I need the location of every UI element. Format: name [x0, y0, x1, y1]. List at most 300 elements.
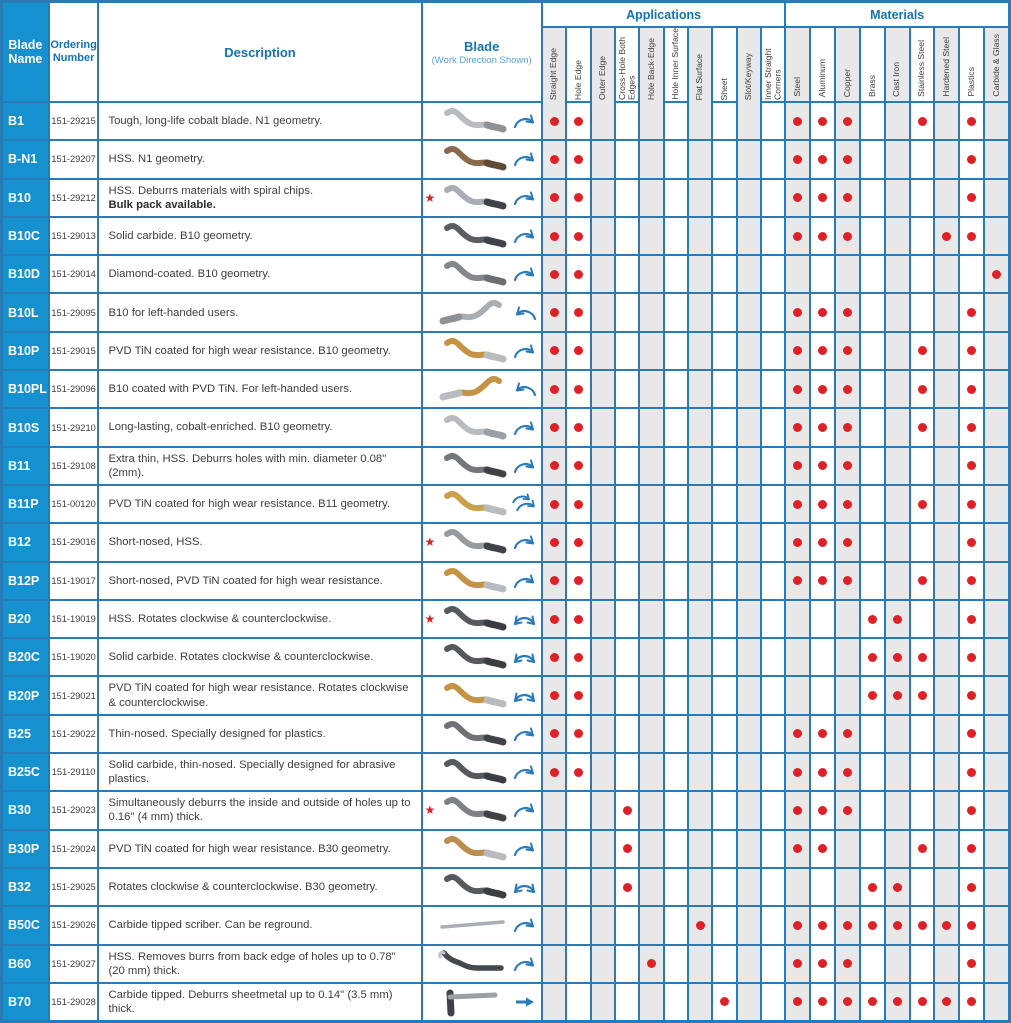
material-cell-hardened-steel: [935, 907, 960, 943]
materials-dots: [786, 677, 1008, 713]
material-cell-copper: [836, 333, 861, 369]
application-cell-straight-edge: [543, 448, 567, 484]
application-cell-hole-edge: [567, 716, 591, 752]
applicable-dot: [818, 576, 827, 585]
applicable-dot: [550, 729, 559, 738]
application-cell-straight-edge: [543, 486, 567, 522]
blade-photo: [437, 412, 509, 444]
material-cell-aluminum: [811, 448, 836, 484]
application-cell-hole-inner-surface: [665, 409, 689, 445]
material-cell-aluminum: [811, 869, 836, 905]
application-cell-slot-keyway: [738, 448, 762, 484]
application-cell-hole-edge: [567, 754, 591, 790]
applicable-dot: [793, 921, 802, 930]
material-cell-hardened-steel: [935, 716, 960, 752]
applicable-dot: [550, 193, 559, 202]
work-direction-arrow-icon: [512, 724, 538, 744]
description-cell: [99, 180, 422, 216]
application-cell-straight-edge: [543, 907, 567, 943]
applications-dots: [543, 946, 786, 982]
applicable-dot: [967, 921, 976, 930]
work-direction-arrow-icon: [512, 379, 538, 399]
application-cell-inner-straight-corners: [762, 792, 786, 828]
table-row-b10s: [3, 407, 1008, 445]
application-cell-flat-surface: [689, 984, 713, 1020]
material-cell-brass: [861, 831, 886, 867]
applicable-dot: [967, 883, 976, 892]
table-row-b11: [3, 446, 1008, 484]
material-cell-copper: [836, 256, 861, 292]
application-column-label-flat-surface: [689, 28, 713, 104]
table-row-b11p: [3, 484, 1008, 522]
ordering-number-cell: 151-19017: [50, 563, 100, 599]
application-cell-sheet: [713, 256, 737, 292]
application-cell-hole-edge: [567, 448, 591, 484]
material-cell-cast-iron: [886, 256, 911, 292]
applicable-dot: [967, 576, 976, 585]
applicable-dot: [793, 461, 802, 470]
applications-dots: [543, 333, 786, 369]
application-cell-hole-back-edge: [640, 103, 664, 139]
applicable-dot: [818, 193, 827, 202]
application-cell-flat-surface: [689, 333, 713, 369]
application-cell-straight-edge: [543, 677, 567, 713]
material-cell-copper: [836, 180, 861, 216]
description-cell: [99, 524, 422, 560]
application-cell-hole-inner-surface: [665, 563, 689, 599]
description-cell: [99, 907, 422, 943]
application-cell-straight-edge: [543, 563, 567, 599]
vertical-label-text: Cross-Hole Both Edges: [616, 36, 637, 100]
blade-photo: [437, 373, 509, 405]
blade-name-cell: B10PL: [3, 371, 50, 407]
material-cell-copper: [836, 486, 861, 522]
application-cell-cross-hole-both-edges: [616, 639, 640, 675]
material-column-label-steel: [786, 28, 811, 101]
application-cell-hole-edge: [567, 256, 591, 292]
applications-title: Applications: [543, 3, 785, 28]
application-cell-hole-back-edge: [640, 256, 664, 292]
material-cell-brass: [861, 639, 886, 675]
applications-dots: [543, 103, 786, 139]
application-cell-sheet: [713, 141, 737, 177]
material-cell-stainless-steel: [911, 180, 936, 216]
application-cell-inner-straight-corners: [762, 754, 786, 790]
applicable-dot: [843, 232, 852, 241]
application-cell-sheet: [713, 907, 737, 943]
applicable-dot: [918, 691, 927, 700]
applicable-dot: [868, 921, 877, 930]
description-cell: [99, 639, 422, 675]
application-column-label-inner-straight-corners: [762, 28, 784, 104]
material-cell-brass: [861, 984, 886, 1020]
blade-name-cell: B10L: [3, 294, 50, 330]
table-header: [3, 3, 1008, 103]
material-cell-carbide-glass: [985, 907, 1008, 943]
applications-dots: [543, 218, 786, 254]
applicable-dot: [967, 308, 976, 317]
applicable-dot: [893, 997, 902, 1006]
application-cell-inner-straight-corners: [762, 524, 786, 560]
blade-image-cell: [423, 563, 543, 599]
application-cell-outer-edge: [592, 409, 616, 445]
applicable-dot: [942, 921, 951, 930]
application-cell-inner-straight-corners: [762, 831, 786, 867]
ordering-number-cell: 151-29022: [50, 716, 100, 752]
material-cell-plastics: [960, 831, 985, 867]
application-cell-hole-inner-surface: [665, 869, 689, 905]
application-cell-outer-edge: [592, 333, 616, 369]
applicable-dot: [550, 346, 559, 355]
application-cell-inner-straight-corners: [762, 256, 786, 292]
blade-name-cell: B10P: [3, 333, 50, 369]
application-cell-inner-straight-corners: [762, 333, 786, 369]
applicable-dot: [793, 346, 802, 355]
header-applications-group: [543, 3, 787, 101]
applicable-dot: [843, 997, 852, 1006]
application-cell-straight-edge: [543, 792, 567, 828]
material-cell-brass: [861, 103, 886, 139]
blade-photo: [437, 756, 509, 788]
material-cell-carbide-glass: [985, 601, 1008, 637]
material-cell-copper: [836, 792, 861, 828]
application-cell-straight-edge: [543, 869, 567, 905]
material-cell-plastics: [960, 754, 985, 790]
application-cell-outer-edge: [592, 294, 616, 330]
table-row-b25: [3, 714, 1008, 752]
application-cell-outer-edge: [592, 141, 616, 177]
material-cell-copper: [836, 524, 861, 560]
applicable-dot: [868, 615, 877, 624]
description-cell: [99, 256, 422, 292]
ordering-number-cell: 151-29095: [50, 294, 100, 330]
material-column-label-aluminum: [811, 28, 836, 101]
application-cell-hole-edge: [567, 677, 591, 713]
material-cell-aluminum: [811, 180, 836, 216]
application-cell-hole-back-edge: [640, 792, 664, 828]
material-cell-steel: [786, 677, 811, 713]
applicable-dot: [918, 921, 927, 930]
applicable-dot: [574, 500, 583, 509]
header-blade-image: [423, 3, 543, 101]
material-column-label-copper: [836, 28, 861, 101]
application-cell-hole-edge: [567, 946, 591, 982]
applications-dots: [543, 486, 786, 522]
star-icon: ★: [424, 190, 436, 205]
application-cell-cross-hole-both-edges: [616, 677, 640, 713]
material-cell-hardened-steel: [935, 218, 960, 254]
application-cell-inner-straight-corners: [762, 141, 786, 177]
applicable-dot: [793, 729, 802, 738]
work-direction-arrow-icon: [512, 111, 538, 131]
application-cell-hole-edge: [567, 524, 591, 560]
application-cell-outer-edge: [592, 563, 616, 599]
materials-dots: [786, 486, 1008, 522]
material-cell-carbide-glass: [985, 563, 1008, 599]
applicable-dot: [918, 997, 927, 1006]
vertical-label-text: Carbide & Glass: [990, 34, 1001, 97]
application-cell-slot-keyway: [738, 409, 762, 445]
applicable-dot: [574, 423, 583, 432]
material-cell-hardened-steel: [935, 409, 960, 445]
material-cell-plastics: [960, 333, 985, 369]
application-cell-straight-edge: [543, 524, 567, 560]
material-cell-carbide-glass: [985, 792, 1008, 828]
applicable-dot: [843, 806, 852, 815]
applicable-dot: [550, 270, 559, 279]
applicable-dot: [623, 883, 632, 892]
application-cell-outer-edge: [592, 754, 616, 790]
work-direction-arrow-icon: [512, 418, 538, 438]
material-cell-aluminum: [811, 486, 836, 522]
applicable-dot: [574, 691, 583, 700]
material-cell-copper: [836, 294, 861, 330]
applicable-dot: [843, 959, 852, 968]
material-cell-steel: [786, 141, 811, 177]
application-cell-straight-edge: [543, 294, 567, 330]
applicable-dot: [818, 232, 827, 241]
applicable-dot: [967, 615, 976, 624]
application-cell-flat-surface: [689, 256, 713, 292]
application-cell-cross-hole-both-edges: [616, 294, 640, 330]
applications-dots: [543, 409, 786, 445]
applicable-dot: [574, 193, 583, 202]
material-cell-steel: [786, 524, 811, 560]
material-cell-plastics: [960, 371, 985, 407]
material-cell-hardened-steel: [935, 486, 960, 522]
material-cell-steel: [786, 946, 811, 982]
material-cell-brass: [861, 601, 886, 637]
vertical-label-text: Stainless Steel: [916, 40, 927, 97]
table-row-b10c: [3, 216, 1008, 254]
application-cell-slot-keyway: [738, 831, 762, 867]
star-icon: ★: [424, 803, 436, 818]
material-cell-plastics: [960, 524, 985, 560]
application-cell-hole-inner-surface: [665, 141, 689, 177]
material-cell-brass: [861, 792, 886, 828]
material-cell-cast-iron: [886, 218, 911, 254]
material-cell-cast-iron: [886, 946, 911, 982]
application-cell-flat-surface: [689, 103, 713, 139]
applicable-dot: [793, 768, 802, 777]
materials-dots: [786, 601, 1008, 637]
application-cell-hole-inner-surface: [665, 486, 689, 522]
material-cell-carbide-glass: [985, 677, 1008, 713]
application-cell-hole-edge: [567, 141, 591, 177]
blade-photo: [437, 450, 509, 482]
material-cell-stainless-steel: [911, 677, 936, 713]
applicable-dot: [793, 576, 802, 585]
applicable-dot: [893, 653, 902, 662]
material-cell-carbide-glass: [985, 831, 1008, 867]
application-cell-hole-edge: [567, 563, 591, 599]
applicable-dot: [967, 768, 976, 777]
blade-image-cell: [423, 486, 543, 522]
blade-photo: [437, 335, 509, 367]
application-cell-outer-edge: [592, 946, 616, 982]
application-cell-cross-hole-both-edges: [616, 792, 640, 828]
material-cell-aluminum: [811, 831, 836, 867]
blade-name-cell: B20: [3, 601, 50, 637]
applications-dots: [543, 792, 786, 828]
application-cell-hole-back-edge: [640, 946, 664, 982]
application-cell-hole-inner-surface: [665, 448, 689, 484]
material-cell-copper: [836, 869, 861, 905]
application-cell-hole-back-edge: [640, 907, 664, 943]
application-cell-hole-edge: [567, 294, 591, 330]
ordering-number-cell: 151-29013: [50, 218, 100, 254]
application-cell-hole-inner-surface: [665, 677, 689, 713]
material-cell-brass: [861, 409, 886, 445]
applicable-dot: [647, 959, 656, 968]
applicable-dot: [550, 576, 559, 585]
material-cell-brass: [861, 218, 886, 254]
application-cell-sheet: [713, 677, 737, 713]
table-body: [3, 103, 1008, 1020]
description-cell: [99, 792, 422, 828]
material-cell-carbide-glass: [985, 180, 1008, 216]
application-cell-cross-hole-both-edges: [616, 371, 640, 407]
application-cell-hole-inner-surface: [665, 831, 689, 867]
application-cell-hole-back-edge: [640, 869, 664, 905]
material-cell-cast-iron: [886, 831, 911, 867]
material-cell-steel: [786, 371, 811, 407]
vertical-label-text: Sheet: [718, 77, 729, 100]
applicable-dot: [967, 844, 976, 853]
application-cell-slot-keyway: [738, 716, 762, 752]
material-cell-hardened-steel: [935, 141, 960, 177]
description-cell: [99, 984, 422, 1020]
description-cell: [99, 486, 422, 522]
application-cell-inner-straight-corners: [762, 716, 786, 752]
applicable-dot: [868, 653, 877, 662]
materials-dots: [786, 716, 1008, 752]
application-cell-cross-hole-both-edges: [616, 601, 640, 637]
ordering-number-cell: 151-29014: [50, 256, 100, 292]
description-text: Extra thin, HSS. Deburrs holes with min. diameter 0.08" (2mm).: [108, 452, 387, 479]
applicable-dot: [818, 308, 827, 317]
applicable-dot: [793, 232, 802, 241]
material-cell-brass: [861, 907, 886, 943]
blade-image-cell: [423, 103, 543, 139]
application-cell-slot-keyway: [738, 294, 762, 330]
table-row-b20: [3, 599, 1008, 637]
application-cell-sheet: [713, 601, 737, 637]
vertical-label-text: Steel: [792, 77, 803, 97]
material-cell-stainless-steel: [911, 218, 936, 254]
applicable-dot: [818, 423, 827, 432]
material-cell-copper: [836, 984, 861, 1020]
application-cell-flat-surface: [689, 180, 713, 216]
description-cell: [99, 869, 422, 905]
work-direction-arrow-icon: [511, 877, 538, 897]
application-cell-flat-surface: [689, 141, 713, 177]
application-cell-flat-surface: [689, 792, 713, 828]
application-cell-flat-surface: [689, 409, 713, 445]
material-cell-hardened-steel: [935, 333, 960, 369]
material-cell-hardened-steel: [935, 103, 960, 139]
application-cell-cross-hole-both-edges: [616, 984, 640, 1020]
applicable-dot: [550, 155, 559, 164]
applicable-dot: [793, 538, 802, 547]
material-cell-steel: [786, 716, 811, 752]
applicable-dot: [574, 538, 583, 547]
material-cell-hardened-steel: [935, 294, 960, 330]
application-cell-flat-surface: [689, 448, 713, 484]
material-cell-stainless-steel: [911, 486, 936, 522]
material-cell-stainless-steel: [911, 869, 936, 905]
material-cell-aluminum: [811, 601, 836, 637]
material-cell-steel: [786, 792, 811, 828]
application-cell-inner-straight-corners: [762, 448, 786, 484]
application-cell-straight-edge: [543, 256, 567, 292]
material-cell-hardened-steel: [935, 371, 960, 407]
material-cell-stainless-steel: [911, 716, 936, 752]
applicable-dot: [793, 308, 802, 317]
material-cell-carbide-glass: [985, 256, 1008, 292]
material-cell-carbide-glass: [985, 524, 1008, 560]
table-row-b12p: [3, 561, 1008, 599]
material-cell-cast-iron: [886, 984, 911, 1020]
applications-dots: [543, 754, 786, 790]
work-direction-arrow-icon: [512, 532, 538, 552]
application-cell-straight-edge: [543, 601, 567, 637]
material-cell-carbide-glass: [985, 716, 1008, 752]
work-direction-arrow-icon: [512, 954, 538, 974]
application-cell-inner-straight-corners: [762, 563, 786, 599]
application-cell-cross-hole-both-edges: [616, 754, 640, 790]
material-cell-plastics: [960, 984, 985, 1020]
description-text: PVD TiN coated for high wear resistance. B10 geometry.: [108, 344, 391, 357]
blade-photo: [437, 948, 509, 980]
material-cell-brass: [861, 486, 886, 522]
application-cell-inner-straight-corners: [762, 677, 786, 713]
vertical-label-text: Slot/Keyway: [743, 52, 754, 100]
blade-image-cell: [423, 256, 543, 292]
applicable-dot: [550, 461, 559, 470]
applications-dots: [543, 907, 786, 943]
material-cell-steel: [786, 754, 811, 790]
material-cell-plastics: [960, 294, 985, 330]
applicable-dot: [843, 423, 852, 432]
description-cell: [99, 677, 422, 713]
application-cell-slot-keyway: [738, 256, 762, 292]
ordering-number-cell: 151-29215: [50, 103, 100, 139]
description-cell: [99, 601, 422, 637]
table-row-b70: [3, 982, 1008, 1020]
application-cell-cross-hole-both-edges: [616, 448, 640, 484]
material-cell-hardened-steel: [935, 256, 960, 292]
application-cell-hole-back-edge: [640, 716, 664, 752]
applicable-dot: [818, 729, 827, 738]
blade-image-cell: [423, 180, 543, 216]
application-cell-hole-back-edge: [640, 601, 664, 637]
application-cell-hole-edge: [567, 409, 591, 445]
material-cell-stainless-steel: [911, 409, 936, 445]
ordering-number-cell: 151-29207: [50, 141, 100, 177]
material-cell-aluminum: [811, 563, 836, 599]
applications-dots: [543, 601, 786, 637]
application-cell-cross-hole-both-edges: [616, 218, 640, 254]
material-cell-hardened-steel: [935, 677, 960, 713]
applicable-dot: [868, 691, 877, 700]
description-text: HSS. Rotates clockwise & counterclockwise.: [108, 612, 332, 625]
material-cell-aluminum: [811, 371, 836, 407]
description-text: Thin-nosed. Specially designed for plastics.: [108, 727, 326, 740]
applications-dots: [543, 716, 786, 752]
blade-photo: [437, 297, 509, 329]
application-cell-cross-hole-both-edges: [616, 524, 640, 560]
